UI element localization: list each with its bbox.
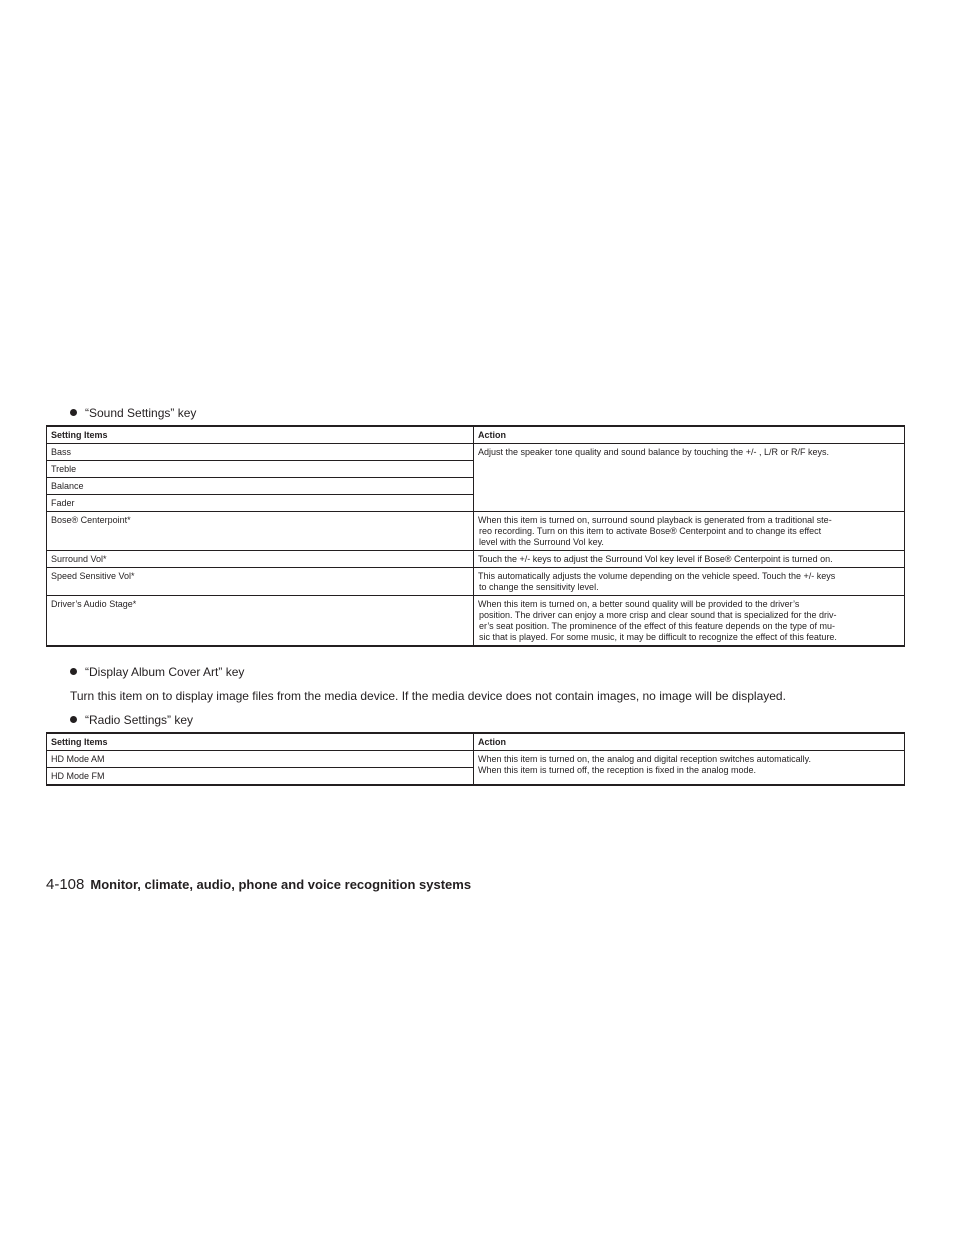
setting-centerpoint: Bose® Centerpoint* [47,512,474,551]
action-line: This automatically adjusts the volume depending on the vehicle speed. Touch the +/- keys [478,571,836,581]
page-number: 4-108 [46,876,85,893]
table-row [47,551,905,568]
action-speed [474,568,905,596]
action-line: reo recording. Turn on this item to activate Bose® Centerpoint and to change its effect [479,526,822,536]
table-header-row [47,426,905,444]
setting-hd-mode-am: HD Mode AM [47,751,474,768]
setting-treble: Treble [47,461,474,478]
chapter-title: Monitor, climate, audio, phone and voice recognition systems [90,877,472,892]
radio-settings-table [46,732,905,786]
table-header-row [47,733,905,751]
setting-hd-mode-fm: HD Mode FM [47,768,474,786]
table-row [47,751,905,768]
action-tone [474,444,905,512]
action-centerpoint [474,512,905,551]
action-line: sic that is played. For some music, it may be difficult to recognize the effect of this feature. [479,632,837,642]
setting-fader: Fader [47,495,474,512]
setting-drivers-audio-stage: Driver’s Audio Stage* [47,596,474,647]
header-action: Action [474,426,905,444]
action-line: Touch the +/- keys to adjust the Surround Vol key level if Bose® Centerpoint is turned on. [478,554,833,564]
bullet-text: “Radio Settings” key [85,713,194,727]
setting-speed-sensitive-vol: Speed Sensitive Vol* [47,568,474,596]
action-hd-mode [474,751,905,786]
bullet-dot-icon [70,716,77,723]
action-line: to change the sensitivity level. [479,582,599,592]
header-action: Action [474,733,905,751]
page-footer [46,876,471,894]
sound-settings-table [46,425,905,647]
action-stage [474,596,905,647]
bullet-album-cover-art [70,665,244,679]
setting-balance: Balance [47,478,474,495]
action-line: er’s seat position. The prominence of the effect of this feature depends on the type of mu- [479,621,836,631]
action-line: When this item is turned on, the analog and digital reception switches automatically. [478,754,812,764]
header-setting-items: Setting Items [47,426,474,444]
action-line: level with the Surround Vol key. [479,537,604,547]
action-line: When this item is turned off, the reception is fixed in the analog mode. [478,765,756,775]
bullet-text: “Sound Settings” key [85,406,197,420]
action-line: position. The driver can enjoy a more crisp and clear sound that is specialized for the driv- [479,610,837,620]
setting-surround-vol: Surround Vol* [47,551,474,568]
table-row [47,512,905,551]
album-description: Turn this item on to display image files from the media device. If the media device does not contain images, no image will be displayed. [70,689,786,703]
table-row [47,596,905,647]
table-row [47,568,905,596]
bullet-radio-settings [70,713,193,727]
action-surround [474,551,905,568]
action-line: When this item is turned on, surround sound playback is generated from a traditional ste- [478,515,832,525]
action-line: When this item is turned on, a better sound quality will be provided to the driver’s [478,599,800,609]
bullet-text: “Display Album Cover Art” key [85,665,245,679]
action-text: Adjust the speaker tone quality and sound balance by touching the +/- , L/R or R/F keys. [478,447,829,457]
setting-bass: Bass [47,444,474,461]
header-setting-items: Setting Items [47,733,474,751]
bullet-sound-settings [70,406,196,420]
bullet-dot-icon [70,409,77,416]
table-row [47,444,905,461]
bullet-dot-icon [70,668,77,675]
